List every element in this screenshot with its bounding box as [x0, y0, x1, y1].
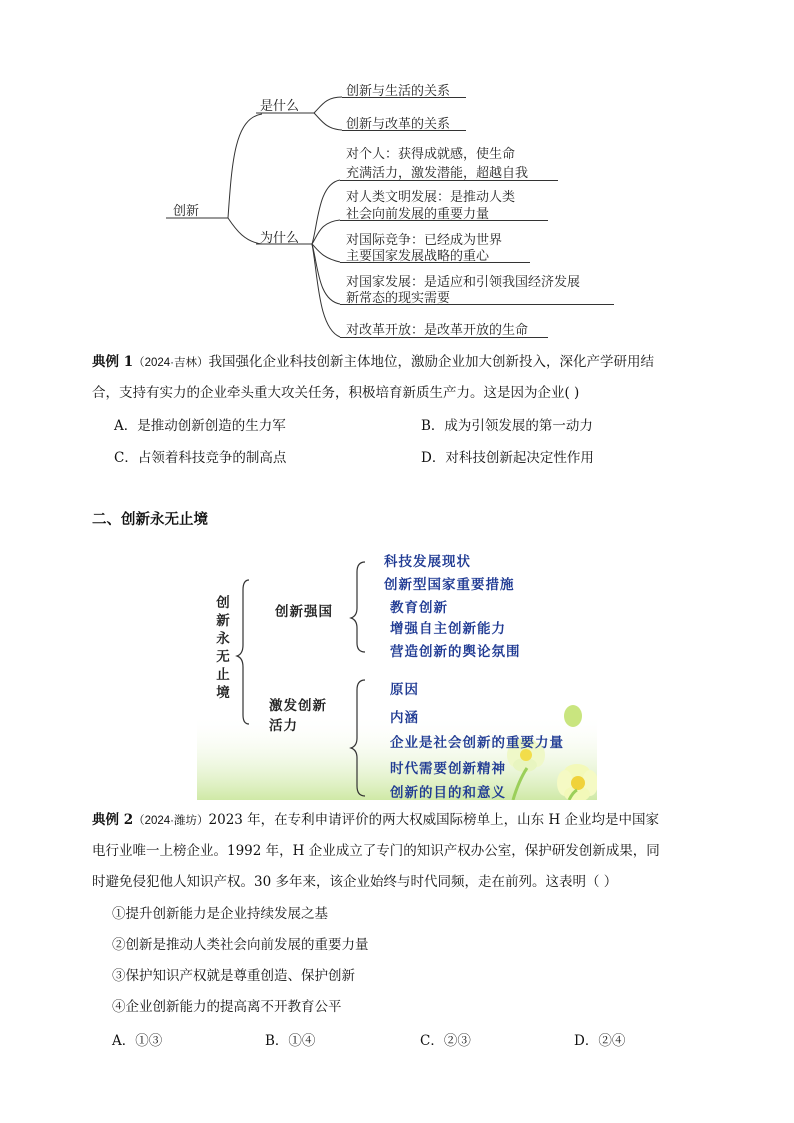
statement-1: ①提升创新能力是企业持续发展之基 — [112, 906, 328, 922]
why-item: 主要国家发展战略的重心 — [346, 249, 490, 264]
diagram-item: 创新型国家重要措施 — [384, 577, 515, 593]
example-2-line3: 时避免侵犯他人知识产权。30 多年来，该企业始终与时代同频，走在前列。这表明（ ） — [92, 874, 618, 890]
option-d[interactable]: D．②④ — [574, 1033, 626, 1049]
why-item: 对改革开放：是改革开放的生命 — [346, 323, 529, 338]
example-label: 典例 1 — [92, 354, 134, 370]
option-c[interactable]: C．②③ — [420, 1033, 471, 1049]
option-a[interactable]: A．①③ — [112, 1033, 163, 1049]
why-item: 对人类文明发展：是推动人类 — [346, 190, 516, 205]
example-source: （2024·潍坊） — [133, 815, 209, 827]
example-1-line2: 合，支持有实力的企业牵头重大攻关任务，积极培育新质生产力。这是因为企业( ) — [92, 385, 580, 401]
innovation-diagram — [197, 540, 597, 800]
option-c[interactable]: C．占领着科技竞争的制高点 — [114, 450, 287, 466]
diagram-item: 营造创新的舆论氛围 — [390, 644, 521, 660]
diagram-item: 科技发展现状 — [384, 554, 471, 570]
option-a[interactable]: A．是推动创新创造的生力军 — [114, 418, 286, 434]
why-item: 社会向前发展的重要力量 — [346, 207, 490, 222]
why-item: 对国家发展：是适应和引领我国经济发展 — [346, 275, 581, 290]
example-2-line2: 电行业唯一上榜企业。1992 年，H 企业成立了专门的知识产权办公室，保护研发创新成果，同 — [92, 843, 660, 859]
why-item: 新常态的现实需要 — [346, 291, 451, 306]
statement-2: ②创新是推动人类社会向前发展的重要力量 — [112, 937, 369, 953]
branch-stimulate-vitality-2: 活力 — [269, 718, 298, 734]
why-item: 对个人：获得成就感，使生命 — [346, 147, 516, 162]
branch-why: 为什么 — [260, 231, 300, 246]
diagram-root: 创 新 永 无 止 境 — [216, 595, 230, 701]
example-1-line1: 典例 1（2024·吉林）我国强化企业科技创新主体地位，激励企业加大创新投入，深化产学研用结 — [92, 354, 655, 370]
why-item: 对国际竞争：已经成为世界 — [346, 233, 503, 248]
diagram-item: 内涵 — [390, 710, 419, 726]
why-item: 充满活力，激发潜能，超越自我 — [346, 166, 529, 181]
diagram-item: 创新的目的和意义 — [390, 785, 506, 800]
option-b[interactable]: B．①④ — [265, 1033, 316, 1049]
branch-stimulate-vitality: 激发创新 — [269, 698, 327, 714]
example-source: （2024·吉林） — [133, 357, 209, 369]
what-item: 创新与生活的关系 — [346, 84, 451, 99]
statement-3: ③保护知识产权就是尊重创造、保护创新 — [112, 968, 355, 984]
example-2-line1: 典例 2（2024·潍坊）2023 年，在专利申请评价的两大权威国际榜单上，山东 H 企业均是中国家 — [92, 812, 660, 828]
option-d[interactable]: D．对科技创新起决定性作用 — [421, 450, 594, 466]
example-label: 典例 2 — [92, 812, 134, 828]
diagram-item: 教育创新 — [390, 600, 448, 616]
statement-4: ④企业创新能力的提高离不开教育公平 — [112, 999, 342, 1015]
diagram-item: 企业是社会创新的重要力量 — [390, 735, 564, 751]
what-item: 创新与改革的关系 — [346, 117, 451, 132]
diagram-item: 时代需要创新精神 — [390, 761, 506, 777]
diagram-item: 增强自主创新能力 — [390, 621, 506, 637]
branch-strong-nation: 创新强国 — [275, 604, 333, 620]
diagram-item: 原因 — [390, 682, 419, 698]
branch-what: 是什么 — [260, 99, 300, 114]
section-2-title: 二、创新永无止境 — [92, 511, 208, 528]
option-b[interactable]: B．成为引领发展的第一动力 — [421, 418, 593, 434]
mindmap-root: 创新 — [173, 204, 200, 219]
